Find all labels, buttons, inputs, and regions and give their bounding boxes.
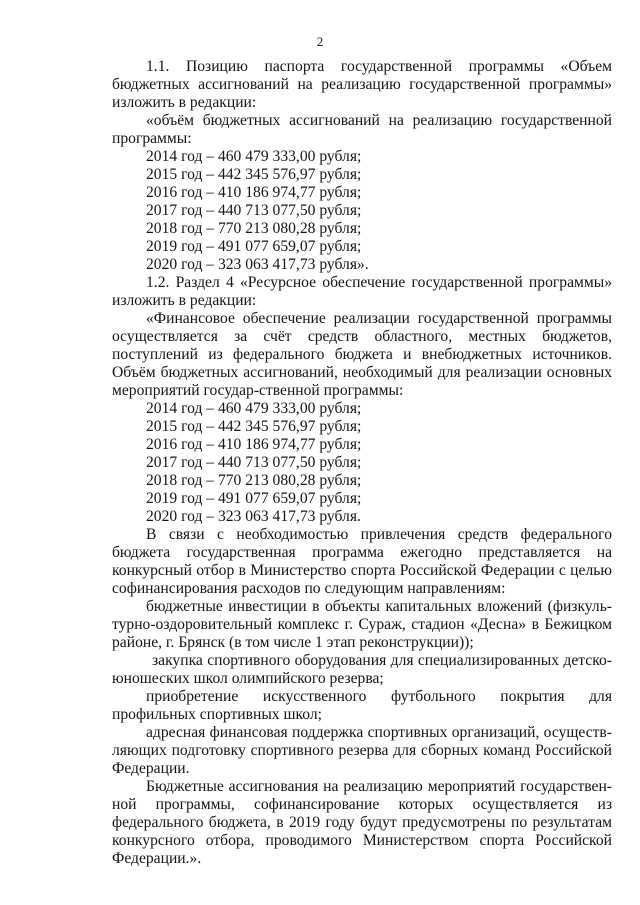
budget-year-line: 2015 год – 442 345 576,97 рубля; (146, 418, 362, 435)
budget-year-line: 2014 год – 460 479 333,00 рубля; (146, 400, 362, 417)
budget-year-line: 2018 год – 770 213 080,28 рубля; (146, 220, 362, 237)
section-1-1-intro: 1.1. Позицию паспорта государственной программы «Объем бюджетных ассигнований на реализацию государственной программы» изложить в редакции: (112, 58, 612, 111)
budget-year-line: 2016 год – 410 186 974,77 рубля; (146, 436, 362, 453)
direction-item: адресная финансовая поддержка спортивных организаций, осуществ-ляющих подготовку спортивного резерва для сборных команд Российской Федерации. (112, 724, 612, 777)
budget-year-line: 2019 год – 491 077 659,07 рубля; (146, 238, 362, 255)
direction-item: бюджетные инвестиции в объекты капитальных вложений (физкуль-турно-оздоровительный комплекс г. Сураж, стадион «Десна» в Бежицком районе, г. Брянск (в том числе 1 этап реконструкции)); (112, 598, 612, 651)
budget-year-line: 2015 год – 442 345 576,97 рубля; (146, 166, 362, 183)
direction-item: приобретение искусственного футбольного покрытия для профильных спортивных школ; (112, 688, 612, 723)
section-1-1-quote-start: «объём бюджетных ассигнований на реализацию государственной программы: (112, 112, 612, 147)
budget-year-line: 2018 год – 770 213 080,28 рубля; (146, 472, 362, 489)
page-number: 2 (316, 34, 324, 49)
budget-year-line: 2020 год – 323 063 417,73 рубля. (146, 508, 361, 525)
section-1-2-intro: 1.2. Раздел 4 «Ресурсное обеспечение государственной программы» изложить в редакции: (112, 274, 612, 309)
direction-item: закупка спортивного оборудования для специализированных детско-юношеских школ олимпийского резерва; (112, 652, 612, 687)
budget-year-line: 2016 год – 410 186 974,77 рубля; (146, 184, 362, 201)
closing-paragraph: Бюджетные ассигнования на реализацию мероприятий государствен-ной программы, софинансирование которых осуществляется из федерального бюджета, в 2019 году будут предусмотрены по результатам конкурсного отбора, проводимого Министерством спорта Российской Федерации.». (112, 778, 612, 867)
budget-year-line: 2019 год – 491 077 659,07 рубля; (146, 490, 362, 507)
federal-budget-paragraph: В связи с необходимостью привлечения средств федерального бюджета государственная программа ежегодно представляется на конкурсный отбор в Министерство спорта Российской Федерации с целью софинансирования расходов по следующим направлениям: (112, 526, 612, 597)
budget-year-line: 2020 год – 323 063 417,73 рубля». (146, 256, 369, 273)
budget-year-line: 2017 год – 440 713 077,50 рубля; (146, 202, 362, 219)
document-body (112, 58, 612, 868)
budget-year-line: 2017 год – 440 713 077,50 рубля; (146, 454, 362, 471)
section-1-2-quote-start: «Финансовое обеспечение реализации государственной программы осуществляется за счёт средств областного, местных бюджетов, поступлений из федерального бюджета и внебюджетных источников. Объём бюджетных ассигнований, необходимый для реализации основных мероприятий государ-ственной программы: (112, 310, 612, 399)
budget-year-line: 2014 год – 460 479 333,00 рубля; (146, 148, 362, 165)
